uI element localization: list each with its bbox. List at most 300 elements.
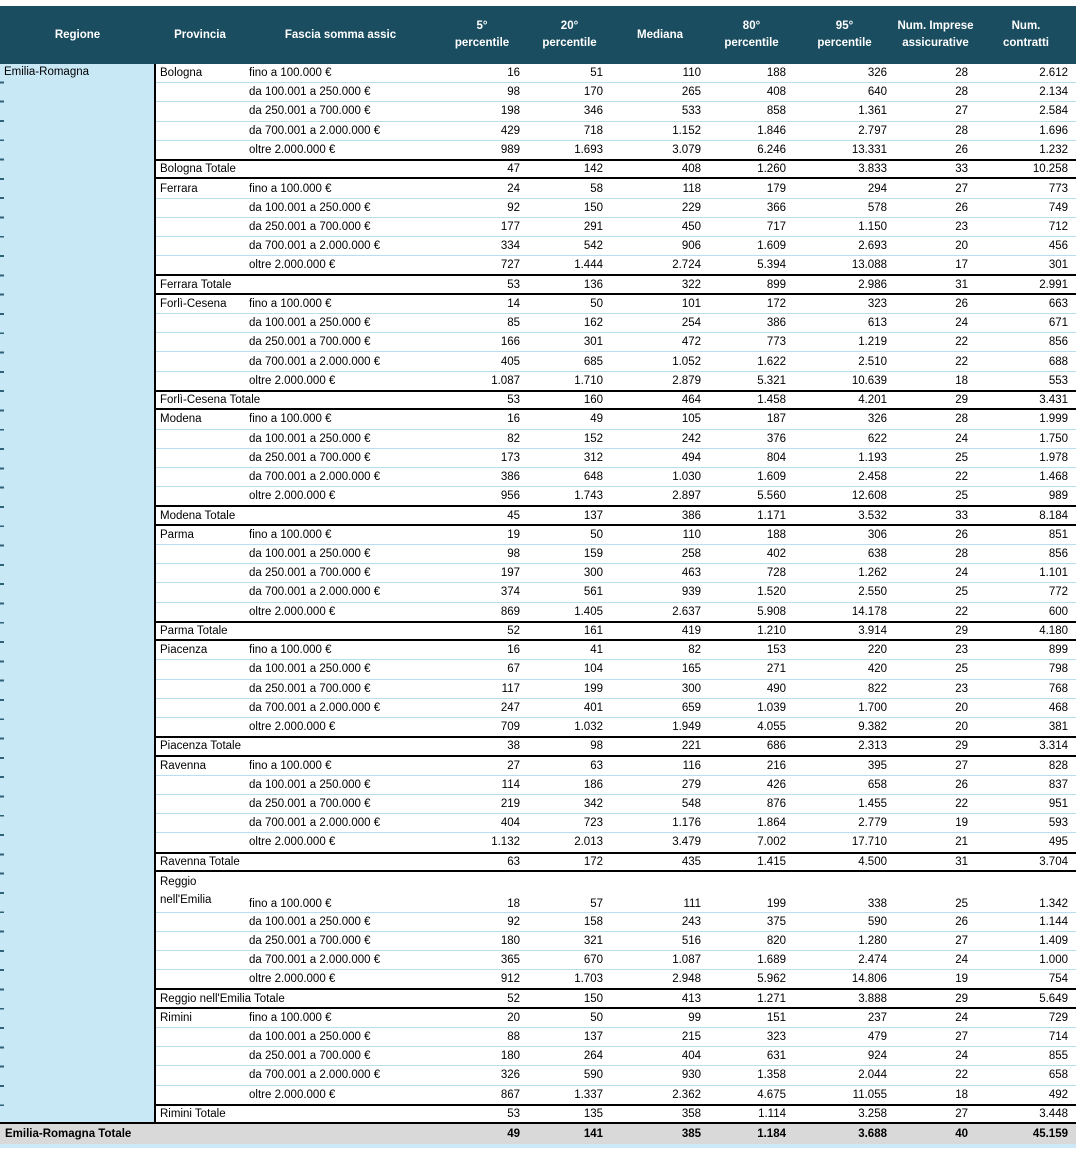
value-cell: 198 bbox=[436, 102, 528, 121]
province-cell bbox=[155, 1028, 245, 1047]
province-cell bbox=[155, 775, 245, 794]
province-total-row bbox=[0, 275, 1076, 294]
total-value-cell: 386 bbox=[611, 506, 709, 525]
fascia-cell: fino a 100.000 € bbox=[245, 178, 436, 198]
table-row bbox=[0, 140, 1076, 160]
value-cell: 1.444 bbox=[528, 256, 611, 276]
province-total-label: Piacenza Totale bbox=[155, 737, 436, 756]
total-value-cell: 1.458 bbox=[709, 391, 794, 410]
fascia-cell: da 250.001 a 700.000 € bbox=[245, 448, 436, 467]
province-cell bbox=[155, 333, 245, 352]
value-cell: 9.382 bbox=[794, 717, 895, 737]
total-value-cell: 2.313 bbox=[794, 737, 895, 756]
value-cell: 237 bbox=[794, 1008, 895, 1028]
value-cell: 321 bbox=[528, 931, 611, 950]
value-cell: 24 bbox=[895, 1047, 976, 1066]
total-value-cell: 413 bbox=[611, 989, 709, 1008]
value-cell: 5.394 bbox=[709, 256, 794, 276]
value-cell: 20 bbox=[895, 237, 976, 256]
value-cell: 1.405 bbox=[528, 602, 611, 622]
fascia-cell: da 100.001 a 250.000 € bbox=[245, 912, 436, 931]
value-cell: 1.864 bbox=[709, 814, 794, 833]
value-cell: 374 bbox=[436, 583, 528, 602]
total-value-cell: 135 bbox=[528, 1105, 611, 1124]
value-cell: 516 bbox=[611, 931, 709, 950]
table-row bbox=[0, 756, 1076, 776]
value-cell: 659 bbox=[611, 698, 709, 717]
total-value-cell: 408 bbox=[611, 160, 709, 179]
value-cell: 301 bbox=[528, 333, 611, 352]
province-cell: Forlì-Cesena bbox=[155, 294, 245, 314]
value-cell: 16 bbox=[436, 640, 528, 660]
value-cell: 939 bbox=[611, 583, 709, 602]
column-header-line1: Provincia bbox=[174, 28, 226, 41]
value-cell: 494 bbox=[611, 448, 709, 467]
value-cell: 671 bbox=[976, 314, 1076, 333]
fascia-cell: fino a 100.000 € bbox=[245, 64, 436, 83]
value-cell: 1.361 bbox=[794, 102, 895, 121]
value-cell: 1.609 bbox=[709, 467, 794, 486]
fascia-cell: fino a 100.000 € bbox=[245, 525, 436, 545]
value-cell: 247 bbox=[436, 698, 528, 717]
column-header-line1: Fascia somma assic bbox=[284, 28, 397, 41]
fascia-cell: fino a 100.000 € bbox=[245, 756, 436, 776]
value-cell: 1.949 bbox=[611, 717, 709, 737]
value-cell: 856 bbox=[976, 333, 1076, 352]
value-cell: 186 bbox=[528, 775, 611, 794]
value-cell: 1.710 bbox=[528, 371, 611, 391]
value-cell: 1.193 bbox=[794, 448, 895, 467]
total-value-cell: 150 bbox=[528, 989, 611, 1008]
value-cell: 18 bbox=[895, 1085, 976, 1105]
grand-total-label: Emilia-Romagna Totale bbox=[0, 1123, 436, 1144]
value-cell: 420 bbox=[794, 660, 895, 679]
value-cell: 1.000 bbox=[976, 950, 1076, 969]
header-row bbox=[0, 6, 1076, 64]
value-cell: 197 bbox=[436, 564, 528, 583]
total-value-cell: 45 bbox=[436, 506, 528, 525]
grand-total-value-cell: 45.159 bbox=[976, 1123, 1076, 1144]
value-cell: 300 bbox=[611, 679, 709, 698]
value-cell: 179 bbox=[709, 178, 794, 198]
fascia-cell: da 100.001 a 250.000 € bbox=[245, 429, 436, 448]
value-cell: 2.779 bbox=[794, 814, 895, 833]
value-cell: 326 bbox=[794, 409, 895, 429]
table-row bbox=[0, 717, 1076, 737]
value-cell: 851 bbox=[976, 525, 1076, 545]
fascia-cell: fino a 100.000 € bbox=[245, 409, 436, 429]
value-cell: 326 bbox=[794, 64, 895, 83]
total-value-cell: 137 bbox=[528, 506, 611, 525]
fascia-cell: da 700.001 a 2.000.000 € bbox=[245, 352, 436, 371]
total-value-cell: 3.833 bbox=[794, 160, 895, 179]
total-value-cell: 172 bbox=[528, 853, 611, 872]
value-cell: 28 bbox=[895, 409, 976, 429]
value-cell: 22 bbox=[895, 333, 976, 352]
table-row bbox=[0, 237, 1076, 256]
value-cell: 180 bbox=[436, 1047, 528, 1066]
value-cell: 426 bbox=[709, 775, 794, 794]
value-cell: 1.280 bbox=[794, 931, 895, 950]
column-header-line2: assicurative bbox=[902, 37, 969, 49]
total-value-cell: 899 bbox=[709, 275, 794, 294]
value-cell: 956 bbox=[436, 487, 528, 507]
value-cell: 24 bbox=[436, 178, 528, 198]
total-value-cell: 2.986 bbox=[794, 275, 895, 294]
value-cell: 152 bbox=[528, 429, 611, 448]
value-cell: 1.337 bbox=[528, 1085, 611, 1105]
value-cell: 670 bbox=[528, 950, 611, 969]
value-cell: 98 bbox=[436, 544, 528, 563]
value-cell: 1.468 bbox=[976, 467, 1076, 486]
value-cell: 92 bbox=[436, 198, 528, 217]
fascia-cell: da 700.001 a 2.000.000 € bbox=[245, 583, 436, 602]
value-cell: 590 bbox=[794, 912, 895, 931]
value-cell: 24 bbox=[895, 429, 976, 448]
total-value-cell: 1.415 bbox=[709, 853, 794, 872]
table-row bbox=[0, 352, 1076, 371]
value-cell: 28 bbox=[895, 64, 976, 83]
value-cell: 405 bbox=[436, 352, 528, 371]
value-cell: 712 bbox=[976, 217, 1076, 236]
value-cell: 26 bbox=[895, 912, 976, 931]
value-cell: 858 bbox=[709, 102, 794, 121]
value-cell: 1.144 bbox=[976, 912, 1076, 931]
value-cell: 548 bbox=[611, 795, 709, 814]
value-cell: 2.612 bbox=[976, 64, 1076, 83]
value-cell: 25 bbox=[895, 660, 976, 679]
table-row bbox=[0, 102, 1076, 121]
table-row bbox=[0, 970, 1076, 990]
value-cell: 150 bbox=[528, 198, 611, 217]
fascia-cell: oltre 2.000.000 € bbox=[245, 602, 436, 622]
value-cell: 19 bbox=[436, 525, 528, 545]
value-cell: 717 bbox=[709, 217, 794, 236]
value-cell: 254 bbox=[611, 314, 709, 333]
column-header-3 bbox=[245, 6, 436, 64]
value-cell: 2.044 bbox=[794, 1066, 895, 1085]
total-value-cell: 2.991 bbox=[976, 275, 1076, 294]
value-cell: 271 bbox=[709, 660, 794, 679]
table-row bbox=[0, 1008, 1076, 1028]
value-cell: 92 bbox=[436, 912, 528, 931]
value-cell: 408 bbox=[709, 83, 794, 102]
value-cell: 242 bbox=[611, 429, 709, 448]
value-cell: 63 bbox=[528, 756, 611, 776]
table-row bbox=[0, 314, 1076, 333]
value-cell: 381 bbox=[976, 717, 1076, 737]
value-cell: 27 bbox=[895, 178, 976, 198]
value-cell: 1.689 bbox=[709, 950, 794, 969]
value-cell: 1.232 bbox=[976, 140, 1076, 160]
fascia-cell: oltre 2.000.000 € bbox=[245, 256, 436, 276]
table-row bbox=[0, 679, 1076, 698]
value-cell: 2.879 bbox=[611, 371, 709, 391]
province-cell bbox=[155, 717, 245, 737]
table-row bbox=[0, 371, 1076, 391]
total-value-cell: 52 bbox=[436, 622, 528, 641]
column-header-8 bbox=[794, 6, 895, 64]
value-cell: 173 bbox=[436, 448, 528, 467]
column-header-2 bbox=[155, 6, 245, 64]
value-cell: 590 bbox=[528, 1066, 611, 1085]
value-cell: 24 bbox=[895, 564, 976, 583]
value-cell: 754 bbox=[976, 970, 1076, 990]
province-total-row bbox=[0, 737, 1076, 756]
total-value-cell: 52 bbox=[436, 989, 528, 1008]
grand-total-value-cell: 385 bbox=[611, 1123, 709, 1144]
fascia-cell: da 700.001 a 2.000.000 € bbox=[245, 467, 436, 486]
value-cell: 492 bbox=[976, 1085, 1076, 1105]
total-value-cell: 221 bbox=[611, 737, 709, 756]
value-cell: 1.219 bbox=[794, 333, 895, 352]
province-total-label: Ravenna Totale bbox=[155, 853, 436, 872]
province-total-row bbox=[0, 853, 1076, 872]
total-value-cell: 29 bbox=[895, 391, 976, 410]
value-cell: 1.087 bbox=[611, 950, 709, 969]
fascia-cell: da 100.001 a 250.000 € bbox=[245, 314, 436, 333]
value-cell: 375 bbox=[709, 912, 794, 931]
table-row bbox=[0, 217, 1076, 236]
value-cell: 468 bbox=[976, 698, 1076, 717]
value-cell: 638 bbox=[794, 544, 895, 563]
value-cell: 1.152 bbox=[611, 121, 709, 140]
province-cell bbox=[155, 102, 245, 121]
column-header-line1: 20° bbox=[560, 20, 579, 33]
total-value-cell: 3.914 bbox=[794, 622, 895, 641]
table-row bbox=[0, 429, 1076, 448]
value-cell: 490 bbox=[709, 679, 794, 698]
province-cell bbox=[155, 931, 245, 950]
table-row bbox=[0, 1047, 1076, 1066]
province-total-label: Rimini Totale bbox=[155, 1105, 436, 1124]
total-value-cell: 10.258 bbox=[976, 160, 1076, 179]
column-header-line1: Num. Imprese bbox=[897, 20, 974, 33]
value-cell: 22 bbox=[895, 1066, 976, 1085]
value-cell: 165 bbox=[611, 660, 709, 679]
value-cell: 1.342 bbox=[976, 871, 1076, 912]
province-cell bbox=[155, 970, 245, 990]
total-value-cell: 160 bbox=[528, 391, 611, 410]
value-cell: 57 bbox=[528, 871, 611, 912]
value-cell: 110 bbox=[611, 64, 709, 83]
value-cell: 533 bbox=[611, 102, 709, 121]
table-row bbox=[0, 487, 1076, 507]
value-cell: 58 bbox=[528, 178, 611, 198]
table-row bbox=[0, 448, 1076, 467]
province-cell bbox=[155, 1047, 245, 1066]
province-total-row bbox=[0, 622, 1076, 641]
value-cell: 23 bbox=[895, 640, 976, 660]
value-cell: 429 bbox=[436, 121, 528, 140]
fascia-cell: da 250.001 a 700.000 € bbox=[245, 931, 436, 950]
province-cell: Rimini bbox=[155, 1008, 245, 1028]
value-cell: 2.724 bbox=[611, 256, 709, 276]
total-value-cell: 29 bbox=[895, 989, 976, 1008]
value-cell: 989 bbox=[436, 140, 528, 160]
column-header-6 bbox=[611, 6, 709, 64]
value-cell: 365 bbox=[436, 950, 528, 969]
value-cell: 170 bbox=[528, 83, 611, 102]
value-cell: 264 bbox=[528, 1047, 611, 1066]
province-total-row bbox=[0, 989, 1076, 1008]
province-cell bbox=[155, 544, 245, 563]
value-cell: 837 bbox=[976, 775, 1076, 794]
column-header-line2: percentile bbox=[724, 37, 779, 49]
value-cell: 685 bbox=[528, 352, 611, 371]
total-value-cell: 29 bbox=[895, 737, 976, 756]
table-row bbox=[0, 198, 1076, 217]
province-cell bbox=[155, 795, 245, 814]
province-cell bbox=[155, 314, 245, 333]
table-row bbox=[0, 467, 1076, 486]
province-cell: Parma bbox=[155, 525, 245, 545]
value-cell: 495 bbox=[976, 833, 1076, 853]
value-cell: 51 bbox=[528, 64, 611, 83]
value-cell: 26 bbox=[895, 775, 976, 794]
fascia-cell: da 100.001 a 250.000 € bbox=[245, 660, 436, 679]
table-header bbox=[0, 6, 1076, 64]
total-value-cell: 31 bbox=[895, 853, 976, 872]
value-cell: 1.087 bbox=[436, 371, 528, 391]
value-cell: 1.262 bbox=[794, 564, 895, 583]
value-cell: 2.013 bbox=[528, 833, 611, 853]
value-cell: 111 bbox=[611, 871, 709, 912]
value-cell: 26 bbox=[895, 198, 976, 217]
value-cell: 306 bbox=[794, 525, 895, 545]
province-cell: Modena bbox=[155, 409, 245, 429]
value-cell: 27 bbox=[895, 931, 976, 950]
value-cell: 24 bbox=[895, 314, 976, 333]
value-cell: 561 bbox=[528, 583, 611, 602]
value-cell: 342 bbox=[528, 795, 611, 814]
fascia-cell: fino a 100.000 € bbox=[245, 640, 436, 660]
value-cell: 188 bbox=[709, 64, 794, 83]
value-cell: 773 bbox=[709, 333, 794, 352]
value-cell: 376 bbox=[709, 429, 794, 448]
value-cell: 27 bbox=[895, 1028, 976, 1047]
grand-total-value-cell: 3.688 bbox=[794, 1123, 895, 1144]
province-cell bbox=[155, 237, 245, 256]
value-cell: 4.675 bbox=[709, 1085, 794, 1105]
value-cell: 804 bbox=[709, 448, 794, 467]
table-row bbox=[0, 333, 1076, 352]
fascia-cell: da 250.001 a 700.000 € bbox=[245, 564, 436, 583]
province-cell bbox=[155, 602, 245, 622]
province-cell bbox=[155, 429, 245, 448]
column-header-line2: contratti bbox=[1003, 37, 1049, 49]
value-cell: 772 bbox=[976, 583, 1076, 602]
value-cell: 14 bbox=[436, 294, 528, 314]
value-cell: 17 bbox=[895, 256, 976, 276]
fascia-cell: da 100.001 a 250.000 € bbox=[245, 544, 436, 563]
value-cell: 101 bbox=[611, 294, 709, 314]
province-cell: Piacenza bbox=[155, 640, 245, 660]
province-total-row bbox=[0, 160, 1076, 179]
province-cell bbox=[155, 1085, 245, 1105]
value-cell: 180 bbox=[436, 931, 528, 950]
value-cell: 23 bbox=[895, 679, 976, 698]
region-cell bbox=[0, 64, 155, 1123]
column-header-line1: Mediana bbox=[636, 28, 683, 41]
column-header-line2: percentile bbox=[817, 37, 872, 49]
province-cell bbox=[155, 140, 245, 160]
table-body bbox=[0, 64, 1076, 1144]
value-cell: 99 bbox=[611, 1008, 709, 1028]
total-value-cell: 5.649 bbox=[976, 989, 1076, 1008]
table-row bbox=[0, 931, 1076, 950]
value-cell: 542 bbox=[528, 237, 611, 256]
fascia-cell: oltre 2.000.000 € bbox=[245, 487, 436, 507]
value-cell: 27 bbox=[895, 756, 976, 776]
total-value-cell: 47 bbox=[436, 160, 528, 179]
value-cell: 41 bbox=[528, 640, 611, 660]
province-cell bbox=[155, 1066, 245, 1085]
value-cell: 105 bbox=[611, 409, 709, 429]
value-cell: 2.474 bbox=[794, 950, 895, 969]
value-cell: 1.150 bbox=[794, 217, 895, 236]
value-cell: 294 bbox=[794, 178, 895, 198]
value-cell: 3.479 bbox=[611, 833, 709, 853]
province-cell bbox=[155, 950, 245, 969]
province-cell: Reggio nell'Emilia bbox=[155, 871, 245, 912]
total-value-cell: 435 bbox=[611, 853, 709, 872]
value-cell: 28 bbox=[895, 83, 976, 102]
value-cell: 13.331 bbox=[794, 140, 895, 160]
value-cell: 216 bbox=[709, 756, 794, 776]
value-cell: 104 bbox=[528, 660, 611, 679]
column-header-7 bbox=[709, 6, 794, 64]
value-cell: 723 bbox=[528, 814, 611, 833]
value-cell: 188 bbox=[709, 525, 794, 545]
value-cell: 13.088 bbox=[794, 256, 895, 276]
value-cell: 18 bbox=[436, 871, 528, 912]
value-cell: 613 bbox=[794, 314, 895, 333]
value-cell: 323 bbox=[709, 1028, 794, 1047]
value-cell: 989 bbox=[976, 487, 1076, 507]
total-value-cell: 322 bbox=[611, 275, 709, 294]
column-header-line2: percentile bbox=[542, 37, 597, 49]
province-cell bbox=[155, 679, 245, 698]
value-cell: 1.032 bbox=[528, 717, 611, 737]
grand-total-value-cell: 141 bbox=[528, 1123, 611, 1144]
province-total-label: Modena Totale bbox=[155, 506, 436, 525]
province-cell: Bologna bbox=[155, 64, 245, 83]
value-cell: 27 bbox=[895, 102, 976, 121]
grand-total-value-cell: 49 bbox=[436, 1123, 528, 1144]
value-cell: 22 bbox=[895, 467, 976, 486]
value-cell: 137 bbox=[528, 1028, 611, 1047]
value-cell: 4.055 bbox=[709, 717, 794, 737]
value-cell: 1.999 bbox=[976, 409, 1076, 429]
value-cell: 1.132 bbox=[436, 833, 528, 853]
value-cell: 749 bbox=[976, 198, 1076, 217]
value-cell: 28 bbox=[895, 121, 976, 140]
value-cell: 856 bbox=[976, 544, 1076, 563]
value-cell: 312 bbox=[528, 448, 611, 467]
value-cell: 386 bbox=[436, 467, 528, 486]
value-cell: 640 bbox=[794, 83, 895, 102]
column-header-5 bbox=[528, 6, 611, 64]
province-cell bbox=[155, 583, 245, 602]
province-cell bbox=[155, 83, 245, 102]
value-cell: 166 bbox=[436, 333, 528, 352]
value-cell: 116 bbox=[611, 756, 709, 776]
value-cell: 26 bbox=[895, 294, 976, 314]
value-cell: 14.178 bbox=[794, 602, 895, 622]
province-total-label: Parma Totale bbox=[155, 622, 436, 641]
province-cell: Ferrara bbox=[155, 178, 245, 198]
